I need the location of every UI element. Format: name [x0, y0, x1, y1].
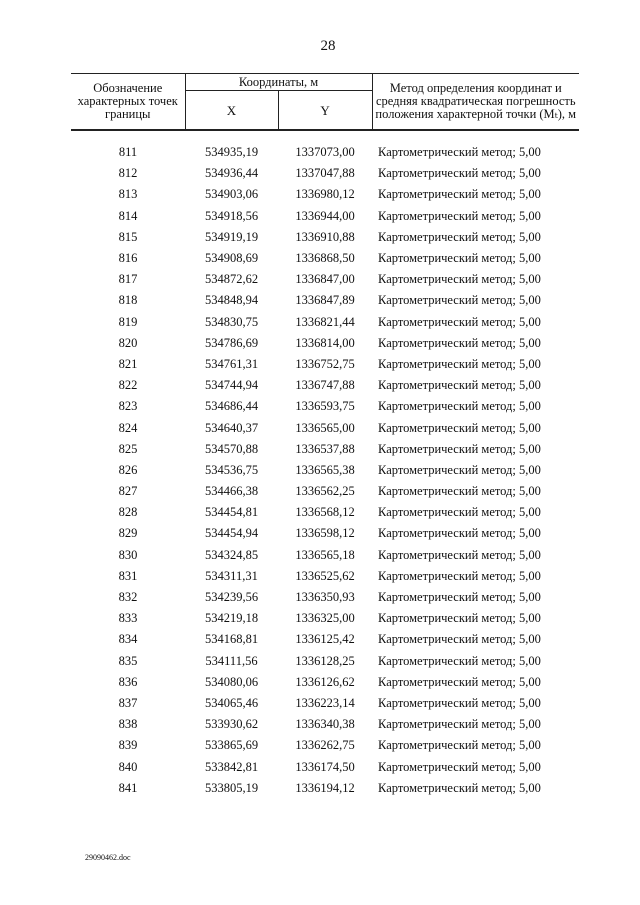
y-coordinate-cell: 1336752,75 [295, 356, 355, 371]
table-row [71, 523, 579, 544]
table-row [71, 354, 579, 375]
table-row [71, 502, 579, 523]
method-cell: Картометрический метод; 5,00 [378, 717, 541, 732]
x-coordinate-cell: 534570,88 [204, 441, 259, 456]
table-row [71, 248, 579, 269]
header-method: Метод определения координат и средняя квадратическая погрешность положения характерной точки (Мₜ), м [372, 74, 579, 131]
method-cell: Картометрический метод; 5,00 [378, 272, 541, 287]
point-id-cell: 818 [118, 293, 138, 308]
table-row [71, 545, 579, 566]
table-body [71, 130, 579, 799]
y-coordinate-cell: 1336821,44 [295, 314, 355, 329]
point-id-cell: 822 [118, 378, 138, 393]
point-id-cell: 834 [118, 632, 138, 647]
y-coordinate-cell: 1336944,00 [295, 208, 355, 223]
y-coordinate-cell: 1336350,93 [295, 590, 355, 605]
x-coordinate-cell: 534935,19 [204, 145, 259, 160]
table-row [71, 184, 579, 205]
point-id-cell: 816 [118, 251, 138, 266]
y-coordinate-cell: 1336562,25 [295, 484, 355, 499]
y-coordinate-cell: 1336174,50 [295, 759, 355, 774]
y-coordinate-cell: 1336125,42 [295, 632, 355, 647]
header-point-id: Обозначение характерных точек границы [71, 74, 185, 131]
point-id-cell: 821 [118, 356, 138, 371]
method-cell: Картометрический метод; 5,00 [378, 653, 541, 668]
method-cell: Картометрический метод; 5,00 [378, 568, 541, 583]
method-cell: Картометрический метод; 5,00 [378, 293, 541, 308]
point-id-cell: 824 [118, 420, 138, 435]
x-coordinate-cell: 534903,06 [204, 187, 259, 202]
y-coordinate-cell: 1336910,88 [295, 229, 355, 244]
point-id-cell: 828 [118, 505, 138, 520]
x-coordinate-cell: 534848,94 [204, 293, 259, 308]
point-id-cell: 813 [118, 187, 138, 202]
y-coordinate-cell: 1336126,62 [295, 674, 355, 689]
point-id-cell: 837 [118, 695, 138, 710]
page-number: 28 [320, 38, 336, 54]
y-coordinate-cell: 1336194,12 [295, 780, 355, 795]
x-coordinate-cell: 534536,75 [204, 462, 259, 477]
point-id-cell: 819 [118, 314, 138, 329]
y-coordinate-cell: 1336525,62 [295, 568, 355, 583]
x-coordinate-cell: 534168,81 [204, 632, 259, 647]
y-coordinate-cell: 1336325,00 [295, 611, 355, 626]
table-row [71, 481, 579, 502]
x-coordinate-cell: 534311,31 [205, 568, 258, 583]
x-coordinate-cell: 534111,56 [205, 653, 258, 668]
table-row [71, 333, 579, 354]
table-row [71, 587, 579, 608]
point-id-cell: 839 [118, 738, 138, 753]
point-id-cell: 833 [118, 611, 138, 626]
x-coordinate-cell: 534786,69 [204, 335, 259, 350]
point-id-cell: 835 [118, 653, 138, 668]
x-coordinate-cell: 533930,62 [204, 717, 259, 732]
point-id-cell: 817 [118, 272, 138, 287]
method-cell: Картометрический метод; 5,00 [378, 208, 541, 223]
y-coordinate-cell: 1336814,00 [295, 335, 355, 350]
method-cell: Картометрический метод; 5,00 [378, 590, 541, 605]
x-coordinate-cell: 533842,81 [204, 759, 259, 774]
x-coordinate-cell: 534640,37 [204, 420, 259, 435]
method-cell: Картометрический метод; 5,00 [378, 695, 541, 710]
x-coordinate-cell: 534744,94 [204, 378, 259, 393]
table-row [71, 439, 579, 460]
point-id-cell: 811 [118, 145, 138, 160]
y-coordinate-cell: 1337047,88 [295, 166, 355, 181]
point-id-cell: 815 [118, 229, 138, 244]
x-coordinate-cell: 534454,81 [204, 505, 259, 520]
point-id-cell: 840 [118, 759, 138, 774]
method-cell: Картометрический метод; 5,00 [378, 420, 541, 435]
point-id-cell: 825 [118, 441, 138, 456]
x-coordinate-cell: 534219,18 [204, 611, 259, 626]
y-coordinate-cell: 1336980,12 [295, 187, 355, 202]
y-coordinate-cell: 1336847,00 [295, 272, 355, 287]
table-row [71, 375, 579, 396]
point-id-cell: 830 [118, 547, 138, 562]
table-row [71, 460, 579, 481]
y-coordinate-cell: 1336262,75 [295, 738, 355, 753]
x-coordinate-cell: 534080,06 [204, 674, 259, 689]
x-coordinate-cell: 534466,38 [204, 484, 259, 499]
method-cell: Картометрический метод; 5,00 [378, 738, 541, 753]
method-cell: Картометрический метод; 5,00 [378, 441, 541, 456]
x-coordinate-cell: 534936,44 [204, 166, 259, 181]
method-cell: Картометрический метод; 5,00 [378, 145, 541, 160]
method-cell: Картометрический метод; 5,00 [378, 780, 541, 795]
y-coordinate-cell: 1336223,14 [295, 695, 355, 710]
y-coordinate-cell: 1336340,38 [295, 717, 355, 732]
y-coordinate-cell: 1337073,00 [295, 145, 355, 160]
method-cell: Картометрический метод; 5,00 [378, 547, 541, 562]
table-row [71, 142, 579, 163]
y-coordinate-cell: 1336847,89 [295, 293, 355, 308]
table-row [71, 608, 579, 629]
table-row [71, 735, 579, 756]
table-row [71, 227, 579, 248]
table-row [71, 206, 579, 227]
point-id-cell: 841 [118, 780, 138, 795]
y-coordinate-cell: 1336537,88 [295, 441, 355, 456]
header-x: X [185, 91, 278, 131]
table-row [71, 290, 579, 311]
y-coordinate-cell: 1336593,75 [295, 399, 355, 414]
table-row [71, 651, 579, 672]
method-cell: Картометрический метод; 5,00 [378, 229, 541, 244]
table-row [71, 714, 579, 735]
table-row [71, 629, 579, 650]
point-id-cell: 831 [118, 568, 138, 583]
x-coordinate-cell: 534239,56 [204, 590, 259, 605]
method-cell: Картометрический метод; 5,00 [378, 378, 541, 393]
x-coordinate-cell: 534830,75 [204, 314, 259, 329]
method-cell: Картометрический метод; 5,00 [378, 759, 541, 774]
method-cell: Картометрический метод; 5,00 [378, 526, 541, 541]
x-coordinate-cell: 534919,19 [204, 229, 259, 244]
coordinates-table [71, 73, 579, 799]
y-coordinate-cell: 1336128,25 [295, 653, 355, 668]
method-cell: Картометрический метод; 5,00 [378, 166, 541, 181]
point-id-cell: 832 [118, 590, 138, 605]
point-id-cell: 827 [118, 484, 138, 499]
x-coordinate-cell: 533805,19 [204, 780, 259, 795]
x-coordinate-cell: 533865,69 [204, 738, 259, 753]
y-coordinate-cell: 1336868,50 [295, 251, 355, 266]
x-coordinate-cell: 534454,94 [204, 526, 259, 541]
method-cell: Картометрический метод; 5,00 [378, 484, 541, 499]
point-id-cell: 812 [118, 166, 138, 181]
header-y: Y [278, 91, 372, 131]
header-coordinates: Координаты, м [185, 74, 372, 91]
y-coordinate-cell: 1336565,38 [295, 462, 355, 477]
table-row [71, 672, 579, 693]
y-coordinate-cell: 1336565,00 [295, 420, 355, 435]
method-cell: Картометрический метод; 5,00 [378, 632, 541, 647]
document-code: 29090462.doc [85, 853, 131, 862]
table-row [71, 396, 579, 417]
table-row [71, 778, 579, 799]
x-coordinate-cell: 534908,69 [204, 251, 259, 266]
point-id-cell: 826 [118, 462, 138, 477]
table-header [71, 74, 579, 131]
table-row [71, 566, 579, 587]
table-row [71, 756, 579, 777]
table-row [71, 269, 579, 290]
method-cell: Картометрический метод; 5,00 [378, 611, 541, 626]
method-cell: Картометрический метод; 5,00 [378, 674, 541, 689]
point-id-cell: 820 [118, 335, 138, 350]
method-cell: Картометрический метод; 5,00 [378, 356, 541, 371]
point-id-cell: 814 [118, 208, 138, 223]
x-coordinate-cell: 534761,31 [204, 356, 259, 371]
x-coordinate-cell: 534872,62 [204, 272, 259, 287]
x-coordinate-cell: 534686,44 [204, 399, 259, 414]
method-cell: Картометрический метод; 5,00 [378, 335, 541, 350]
method-cell: Картометрический метод; 5,00 [378, 314, 541, 329]
method-cell: Картометрический метод; 5,00 [378, 462, 541, 477]
y-coordinate-cell: 1336565,18 [295, 547, 355, 562]
y-coordinate-cell: 1336568,12 [295, 505, 355, 520]
point-id-cell: 838 [118, 717, 138, 732]
point-id-cell: 829 [118, 526, 138, 541]
point-id-cell: 823 [118, 399, 138, 414]
method-cell: Картометрический метод; 5,00 [378, 187, 541, 202]
x-coordinate-cell: 534324,85 [204, 547, 259, 562]
table-row [71, 417, 579, 438]
method-cell: Картометрический метод; 5,00 [378, 251, 541, 266]
y-coordinate-cell: 1336598,12 [295, 526, 355, 541]
table-row [71, 693, 579, 714]
table-row [71, 163, 579, 184]
x-coordinate-cell: 534918,56 [204, 208, 259, 223]
method-cell: Картометрический метод; 5,00 [378, 505, 541, 520]
point-id-cell: 836 [118, 674, 138, 689]
x-coordinate-cell: 534065,46 [204, 695, 259, 710]
method-cell: Картометрический метод; 5,00 [378, 399, 541, 414]
table-spacer [71, 130, 579, 142]
table-row [71, 312, 579, 333]
y-coordinate-cell: 1336747,88 [295, 378, 355, 393]
